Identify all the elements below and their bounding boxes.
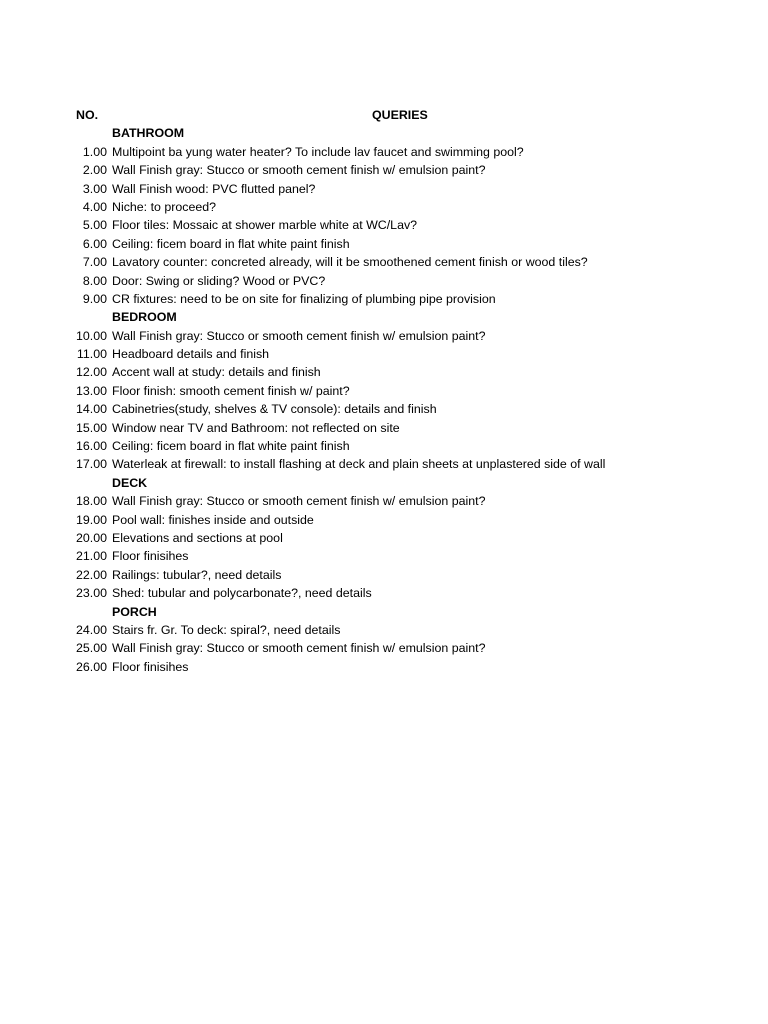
query-row xyxy=(72,658,632,676)
query-row xyxy=(72,566,632,584)
queries-sheet xyxy=(72,106,632,676)
query-number: 21.00 xyxy=(75,549,107,564)
query-text: Headboard details and finish xyxy=(112,347,270,362)
query-row xyxy=(72,547,632,565)
query-text: Wall Finish gray: Stucco or smooth cement finish w/ emulsion paint? xyxy=(112,641,486,656)
query-text: Floor finisihes xyxy=(112,549,189,564)
section-heading xyxy=(72,308,632,326)
query-row xyxy=(72,455,632,473)
section-title: DECK xyxy=(112,475,148,490)
query-number: 22.00 xyxy=(75,567,107,582)
query-number: 13.00 xyxy=(75,383,107,398)
query-text: Door: Swing or sliding? Wood or PVC? xyxy=(112,273,326,288)
query-row xyxy=(72,235,632,253)
query-row xyxy=(72,382,632,400)
query-row xyxy=(72,639,632,657)
query-row xyxy=(72,198,632,216)
query-row xyxy=(72,161,632,179)
section-heading xyxy=(72,124,632,142)
query-number: 7.00 xyxy=(82,255,107,270)
query-row xyxy=(72,492,632,510)
query-text: Wall Finish gray: Stucco or smooth cement finish w/ emulsion paint? xyxy=(112,163,486,178)
query-row xyxy=(72,290,632,308)
query-text: Multipoint ba yung water heater? To include lav faucet and swimming pool? xyxy=(112,144,524,159)
query-row xyxy=(72,345,632,363)
query-row xyxy=(72,511,632,529)
query-row xyxy=(72,419,632,437)
query-number: 2.00 xyxy=(82,163,107,178)
query-text: Floor finisihes xyxy=(112,659,189,674)
section-heading xyxy=(72,603,632,621)
query-number: 16.00 xyxy=(75,439,107,454)
query-number: 6.00 xyxy=(82,236,107,251)
query-text: Cabinetries(study, shelves & TV console): details and finish xyxy=(112,402,437,417)
query-number: 20.00 xyxy=(75,530,107,545)
query-number: 1.00 xyxy=(82,144,107,159)
query-row xyxy=(72,216,632,234)
query-row xyxy=(72,400,632,418)
query-row xyxy=(72,180,632,198)
header-no: NO. xyxy=(76,108,99,122)
section-heading xyxy=(72,474,632,492)
query-text: Lavatory counter: concreted already, will it be smoothened cement finish or wood tiles? xyxy=(112,255,588,270)
query-row xyxy=(72,143,632,161)
section-title: PORCH xyxy=(112,604,157,619)
query-text: Accent wall at study: details and finish xyxy=(112,365,321,380)
query-number: 17.00 xyxy=(75,457,107,472)
query-text: Wall Finish gray: Stucco or smooth cement finish w/ emulsion paint? xyxy=(112,328,486,343)
query-row xyxy=(72,253,632,271)
query-row xyxy=(72,529,632,547)
query-number: 5.00 xyxy=(82,218,107,233)
query-text: Stairs fr. Gr. To deck: spiral?, need details xyxy=(112,622,341,637)
query-text: Niche: to proceed? xyxy=(112,199,217,214)
query-row xyxy=(72,363,632,381)
query-row xyxy=(72,327,632,345)
query-number: 14.00 xyxy=(75,402,107,417)
query-text: Wall Finish wood: PVC flutted panel? xyxy=(112,181,316,196)
query-text: CR fixtures: need to be on site for finalizing of plumbing pipe provision xyxy=(112,291,496,306)
query-text: Window near TV and Bathroom: not reflected on site xyxy=(112,420,400,435)
query-text: Floor finish: smooth cement finish w/ paint? xyxy=(112,383,350,398)
query-row xyxy=(72,437,632,455)
query-number: 25.00 xyxy=(75,641,107,656)
query-number: 3.00 xyxy=(82,181,107,196)
query-number: 15.00 xyxy=(75,420,107,435)
section-title: BEDROOM xyxy=(112,310,177,325)
query-text: Railings: tubular?, need details xyxy=(112,567,282,582)
query-number: 11.00 xyxy=(76,347,107,362)
query-number: 10.00 xyxy=(75,328,107,343)
query-text: Ceiling: ficem board in flat white paint finish xyxy=(112,439,350,454)
query-number: 24.00 xyxy=(75,622,107,637)
query-text: Pool wall: finishes inside and outside xyxy=(112,512,314,527)
header-row xyxy=(72,106,632,124)
query-row xyxy=(72,272,632,290)
query-text: Floor tiles: Mossaic at shower marble white at WC/Lav? xyxy=(112,218,418,233)
query-number: 18.00 xyxy=(75,494,107,509)
query-text: Ceiling: ficem board in flat white paint finish xyxy=(112,236,350,251)
header-queries: QUERIES xyxy=(372,108,428,122)
query-text: Shed: tubular and polycarbonate?, need details xyxy=(112,586,372,601)
query-text: Wall Finish gray: Stucco or smooth cement finish w/ emulsion paint? xyxy=(112,494,486,509)
section-title: BATHROOM xyxy=(112,126,185,141)
query-row xyxy=(72,584,632,602)
query-text: Waterleak at firewall: to install flashing at deck and plain sheets at unplastered side of wall xyxy=(112,457,606,472)
query-number: 4.00 xyxy=(82,199,107,214)
query-text: Elevations and sections at pool xyxy=(112,530,283,545)
query-number: 12.00 xyxy=(75,365,107,380)
query-number: 26.00 xyxy=(75,659,107,674)
query-number: 19.00 xyxy=(75,512,107,527)
query-number: 23.00 xyxy=(75,586,107,601)
query-number: 8.00 xyxy=(82,273,107,288)
query-number: 9.00 xyxy=(82,291,107,306)
query-row xyxy=(72,621,632,639)
